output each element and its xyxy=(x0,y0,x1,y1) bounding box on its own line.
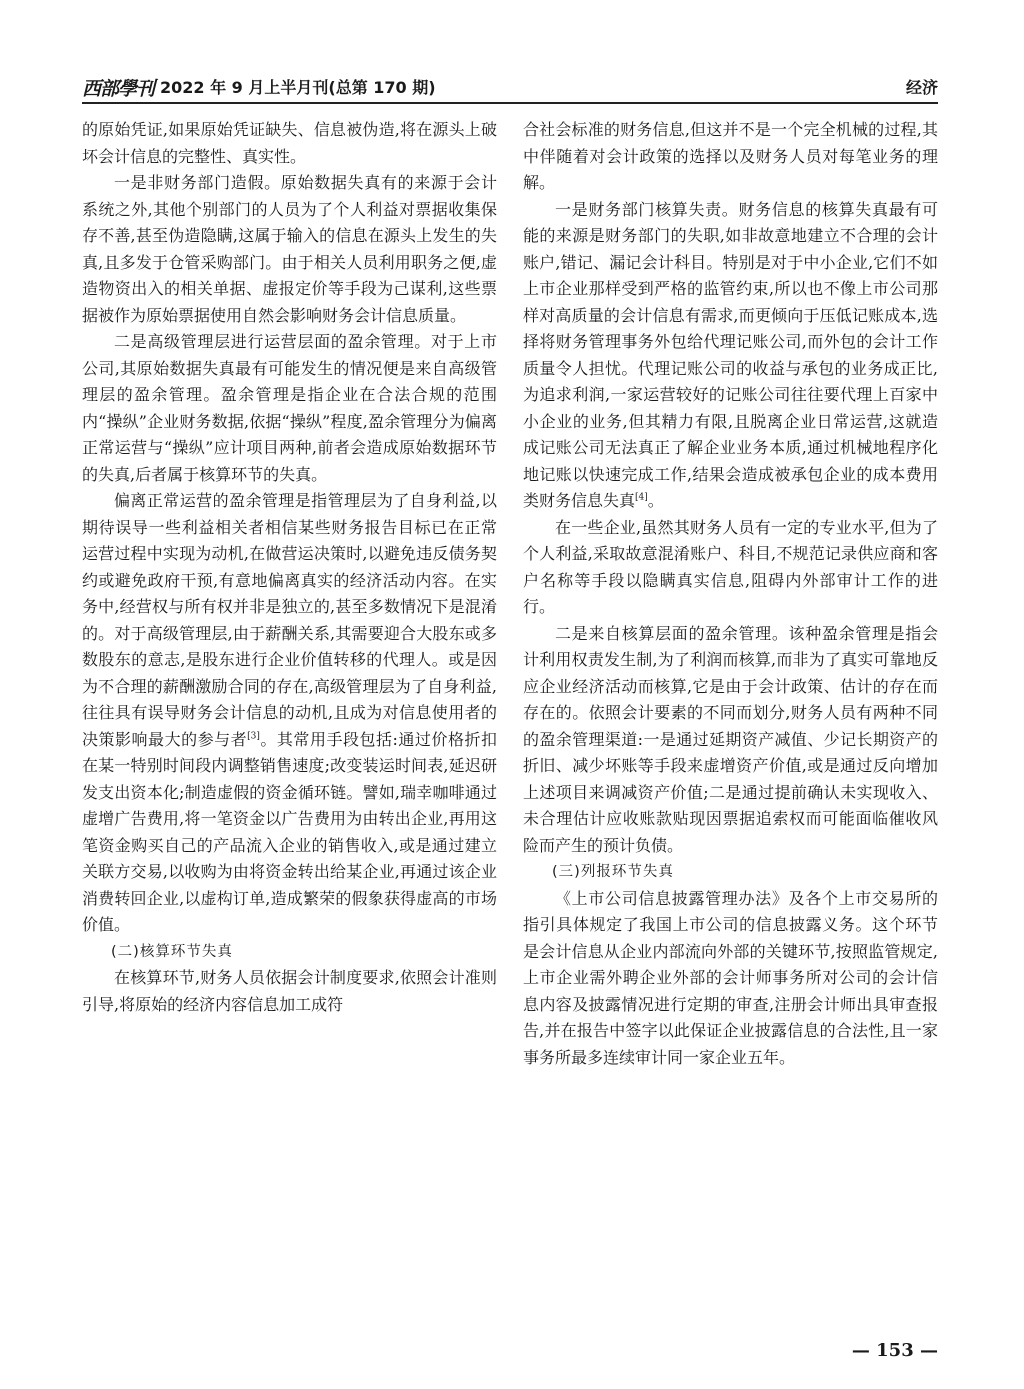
right-column xyxy=(523,117,938,1071)
issue-info: 2022 年 9 月上半月刊(总第 170 期) xyxy=(160,78,436,97)
paragraph: 一是财务部门核算失责。财务信息的核算失真最有可能的来源是财务部门的失职,如非故意地建立不合理的会计账户,错记、漏记会计科目。特别是对于中小企业,它们不如上市企业那样受到严格的监管约束,所以也不像上市公司那样对高质量的会计信息有需求,而更倾向于压低记账成本,选择将财务管理事务外包给代理记账公司,而外包的会计工作质量令人担忧。代理记账公司的收益与承包的业务成正比,为追求利润,一家运营较好的记账公司往往要代理上百家中小企业的业务,但其精力有限,且脱离企业日常运营,这就造成记账公司无法真正了解企业业务本质,通过机械地程序化地记账以快速完成工作,结果会造成被承包企业的成本费用类财务信息失真[4]。 xyxy=(523,199,938,510)
journal-logo: 西部學刊 xyxy=(82,78,155,100)
paragraph: 在核算环节,财务人员依据会计制度要求,依照会计准则引导,将原始的经济内容信息加工成符 xyxy=(82,968,497,1014)
section-name: 经济 xyxy=(905,78,938,97)
paragraph: 《上市公司信息披露管理办法》及各个上市交易所的指引具体规定了我国上市公司的信息披露义务。这个环节是会计信息从企业内部流向外部的关键环节,按照监管规定,上市企业需外聘企业外部的会计师事务所对公司的会计信息内容及披露情况进行定期的审查,注册会计师出具审查报告,并在报告中签字以此保证企业披露信息的合法性,且一家事务所最多连续审计同一家企业五年。 xyxy=(523,888,938,1067)
paragraph: 合社会标准的财务信息,但这并不是一个完全机械的过程,其中伴随着对会计政策的选择以及财务人员对每笔业务的理解。 xyxy=(523,120,938,192)
left-column xyxy=(82,117,497,1018)
page-number: — 153 — xyxy=(851,1340,938,1361)
citation-ref: [3] xyxy=(247,731,260,742)
section-subheading: (二)核算环节失真 xyxy=(111,943,233,960)
section-subheading: (三)列报环节失真 xyxy=(552,864,674,880)
running-header xyxy=(82,72,938,104)
paragraph: 的原始凭证,如果原始凭证缺失、信息被伪造,将在源头上破坏会计信息的完整性、真实性。 xyxy=(82,120,497,166)
paragraph: 二是来自核算层面的盈余管理。该种盈余管理是指会计利用权责发生制,为了利润而核算,而非为了真实可靠地反应企业经济活动而核算,它是由于会计政策、估计的存在而存在的。依照会计要素的不同而划分,财务人员有两种不同的盈余管理渠道:一是通过延期资产减值、少记长期资产的折旧、减少坏账等手段来虚增资产价值,或是通过反向增加上述项目来调减资产价值;二是通过提前确认未实现收入、未合理估计应收账款贴现因票据追索权而可能面临催收风险而产生的预计负债。 xyxy=(523,623,938,855)
paragraph: 偏离正常运营的盈余管理是指管理层为了自身利益,以期待误导一些利益相关者相信某些财务报告目标已在正常运营过程中实现为动机,在做营运决策时,以避免违反债务契约或避免政府干预,有意地偏离真实的经济活动内容。在实务中,经营权与所有权并非是独立的,甚至多数情况下是混淆的。对于高级管理层,由于薪酬关系,其需要迎合大股东或多数股东的意志,是股东进行企业价值转移的代理人。或是因为不合理的薪酬激励合同的存在,高级管理层为了自身利益,往往具有误导财务会计信息的动机,且成为对信息使用者的决策影响最大的参与者[3]。其常用手段包括:通过价格折扣在某一特别时间段内调整销售速度;改变装运时间表,延迟研发支出资本化;制造虚假的资金循环链。譬如,瑞幸咖啡通过虚增广告费用,将一笔资金以广告费用为由转出企业,再用这笔资金购买自己的产品流入企业的销售收入,或是通过建立关联方交易,以收购为由将资金转出给某企业,再通过该企业消费转回企业,以虚构订单,造成繁荣的假象获得虚高的市场价值。 xyxy=(82,491,497,934)
citation-ref: [4] xyxy=(635,492,648,503)
paragraph: 一是非财务部门造假。原始数据失真有的来源于会计系统之外,其他个别部门的人员为了个人利益对票据收集保存不善,甚至伪造隐瞒,这属于输入的信息在源头上发生的失真,且多发于仓管采购部门。由于相关人员利用职务之便,虚造物资出入的相关单据、虚报定价等手段为己谋利,这些票据被作为原始票据使用自然会影响财务会计信息质量。 xyxy=(82,173,497,325)
paragraph: 在一些企业,虽然其财务人员有一定的专业水平,但为了个人利益,采取故意混淆账户、科目,不规范记录供应商和客户名称等手段以隐瞒真实信息,阻碍内外部审计工作的进行。 xyxy=(523,517,938,616)
paragraph: 二是高级管理层进行运营层面的盈余管理。对于上市公司,其原始数据失真最有可能发生的情况便是来自高级管理层的盈余管理。盈余管理是指企业在合法合规的范围内“操纵”企业财务数据,依据“操纵”程度,盈余管理分为偏离正常运营与“操纵”应计项目两种,前者会造成原始数据环节的失真,后者属于核算环节的失真。 xyxy=(82,332,497,484)
